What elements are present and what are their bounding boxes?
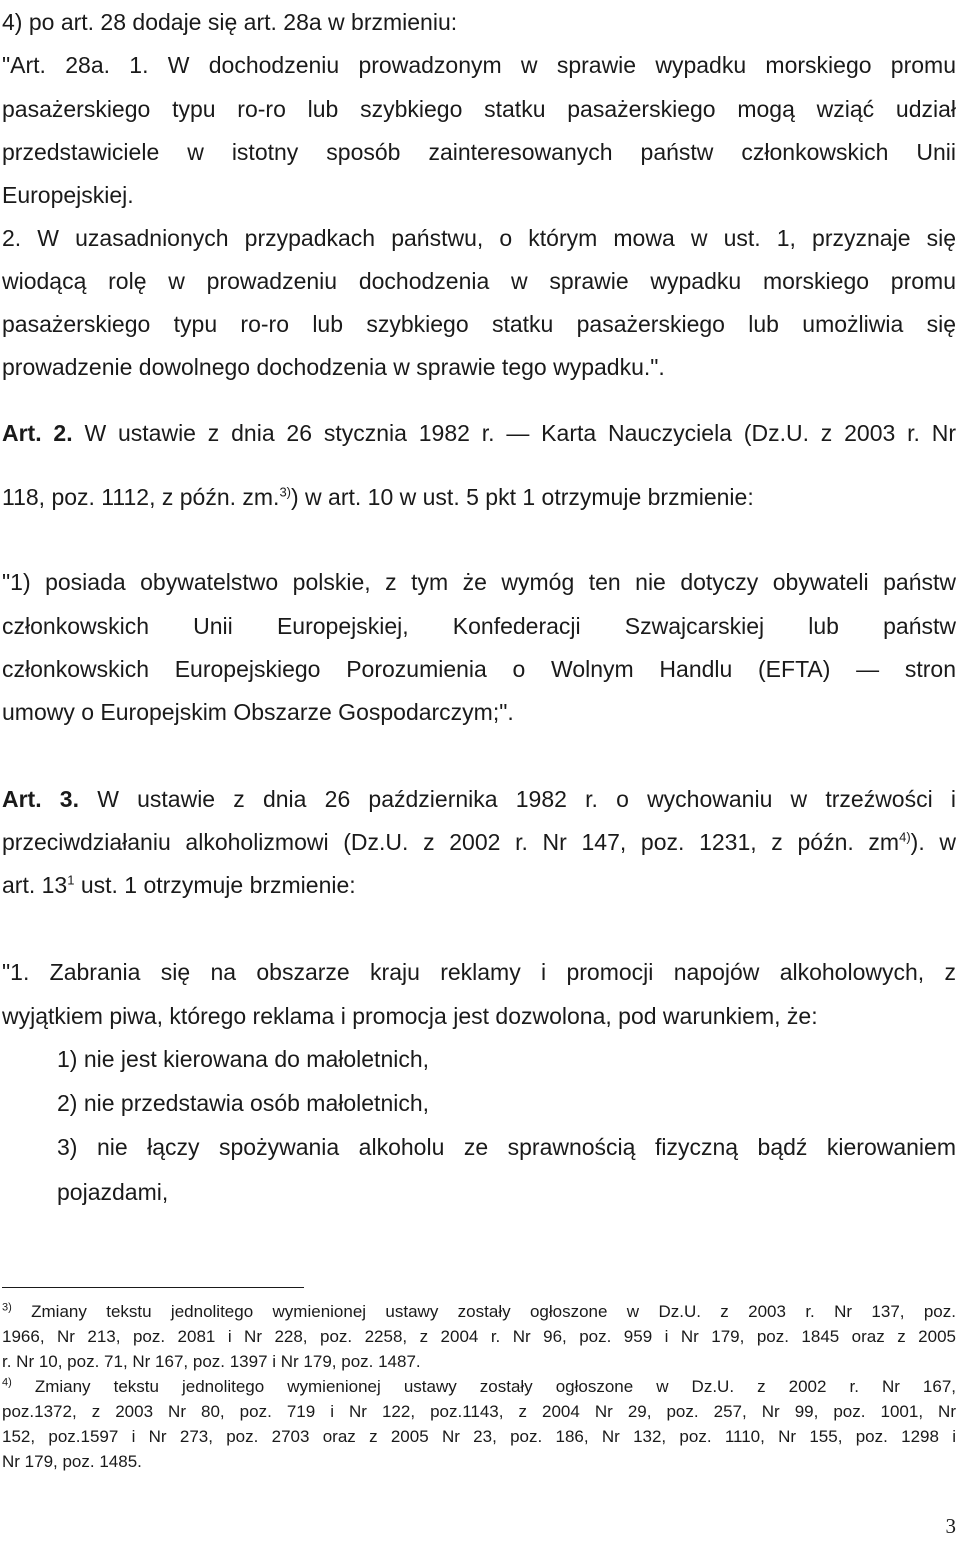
article-2-label: Art. 2.: [2, 420, 73, 446]
footnote-line: r. Nr 10, poz. 71, Nr 167, poz. 1397 i Nr 179, poz. 1487.: [2, 1352, 421, 1371]
footnote-4-line: [2, 1376, 956, 1398]
text-span: W ustawie z dnia 26 stycznia 1982 r. — Karta Nauczyciela (Dz.U. z 2003 r. Nr: [84, 420, 956, 446]
text-line: członkowskich Unii Europejskiej, Konfederacji Szwajcarskiej lub państw: [2, 613, 956, 639]
text-line: pasażerskiego typu ro-ro lub szybkiego statku pasażerskiego lub umożliwia się: [2, 311, 956, 337]
text-span: art. 13: [2, 872, 68, 898]
text-span: przeciwdziałaniu alkoholizmowi (Dz.U. z 2002 r. Nr 147, poz. 1231, z późn. zm: [2, 829, 900, 855]
list-item: 2) nie przedstawia osób małoletnich,: [57, 1090, 430, 1116]
footnote-line: 1966, Nr 213, poz. 2081 i Nr 228, poz. 2258, z 2004 r. Nr 96, poz. 959 i Nr 179, poz. 1845 oraz z 2005: [2, 1327, 956, 1346]
article-2-line: [2, 418, 956, 448]
footnote-separator: [2, 1287, 304, 1288]
text-line: pasażerskiego typu ro-ro lub szybkiego statku pasażerskiego mogą wziąć udział: [2, 96, 956, 122]
list-item: 3) nie łączy spożywania alkoholu ze sprawnością fizyczną bądź kierowaniem: [57, 1134, 956, 1160]
footnote-3-line: [2, 1301, 956, 1323]
text-line: "Art. 28a. 1. W dochodzeniu prowadzonym w sprawie wypadku morskiego promu: [2, 52, 956, 78]
text-span: ) w art. 10 w ust. 5 pkt 1 otrzymuje brzmienie:: [291, 484, 754, 510]
list-item: 1) nie jest kierowana do małoletnich,: [57, 1046, 430, 1072]
article-2-line-2: [2, 482, 754, 512]
text-span: 118, poz. 1112, z późn. zm.: [2, 484, 280, 510]
text-line: Europejskiej.: [2, 182, 134, 208]
text-line: 2. W uzasadnionych przypadkach państwu, o którym mowa w ust. 1, przyznaje się: [2, 225, 956, 251]
text-line: przedstawiciele w istotny sposób zainteresowanych państw członkowskich Unii: [2, 139, 956, 165]
text-line: wyjątkiem piwa, którego reklama i promocja jest dozwolona, pod warunkiem, że:: [2, 1003, 818, 1029]
text-span: Zmiany tekstu jednolitego wymienionej ustawy zostały ogłoszone w Dz.U. z 2002 r. Nr 167,: [34, 1377, 957, 1396]
text-line: wiodącą rolę w prowadzeniu dochodzenia w sprawie wypadku morskiego promu: [2, 268, 956, 294]
article-3-line-2: [2, 827, 956, 857]
text-span: Zmiany tekstu jednolitego wymienionej ustawy zostały ogłoszone w Dz.U. z 2003 r. Nr 137, poz.: [31, 1302, 956, 1321]
footnote-ref: 4): [899, 829, 911, 845]
page-number: 3: [945, 1514, 956, 1538]
list-item-continuation: pojazdami,: [57, 1179, 169, 1205]
superscript: 1: [67, 872, 75, 888]
article-3-line: [2, 784, 956, 814]
footnote-number: 4): [2, 1376, 12, 1389]
footnote-line: Nr 179, poz. 1485.: [2, 1452, 142, 1471]
footnote-ref: 3): [279, 484, 291, 500]
article-3-line-3: [2, 870, 356, 900]
text-line: członkowskich Europejskiego Porozumienia o Wolnym Handlu (EFTA) — stron: [2, 656, 956, 682]
text-line: "1. Zabrania się na obszarze kraju reklamy i promocji napojów alkoholowych, z: [2, 959, 956, 985]
text-line: prowadzenie dowolnego dochodzenia w sprawie tego wypadku.".: [2, 354, 665, 380]
text-line: umowy o Europejskim Obszarze Gospodarczym;".: [2, 699, 514, 725]
text-line: "1) posiada obywatelstwo polskie, z tym że wymóg ten nie dotyczy obywateli państw: [2, 569, 956, 595]
article-3-label: Art. 3.: [2, 786, 79, 812]
footnote-number: 3): [2, 1301, 12, 1314]
text-span: ). w: [910, 829, 956, 855]
footnote-line: 152, poz.1597 i Nr 273, poz. 2703 oraz z 2005 Nr 23, poz. 186, Nr 132, poz. 1110, Nr 155, poz. 1298 i: [2, 1427, 956, 1446]
text-span: ust. 1 otrzymuje brzmienie:: [74, 872, 356, 898]
footnote-line: poz.1372, z 2003 Nr 80, poz. 719 i Nr 122, poz.1143, z 2004 Nr 29, poz. 257, Nr 99, poz. 1001, Nr: [2, 1402, 956, 1421]
text-line: 4) po art. 28 dodaje się art. 28a w brzmieniu:: [2, 9, 458, 35]
text-span: W ustawie z dnia 26 października 1982 r. o wychowaniu w trzeźwości i: [97, 786, 957, 812]
